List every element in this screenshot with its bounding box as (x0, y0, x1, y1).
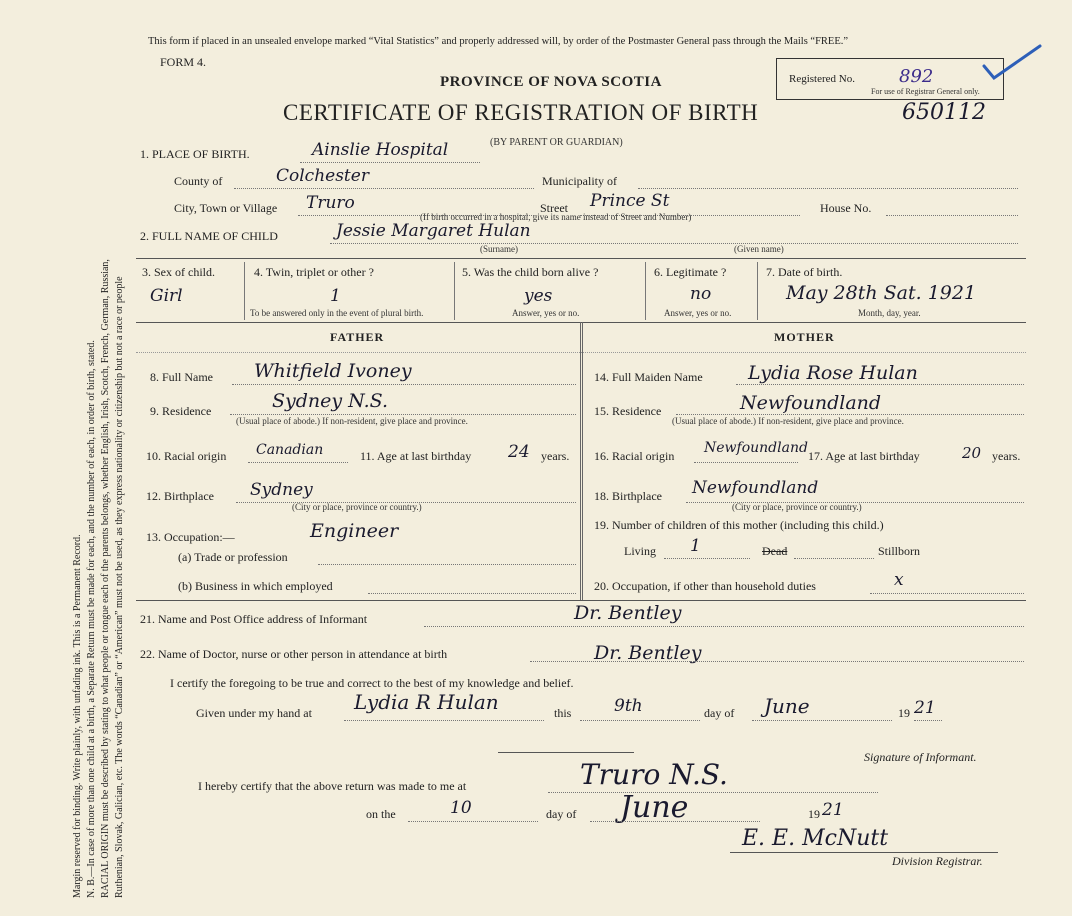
father-birthplace-note: (City or place, province or country.) (292, 502, 422, 512)
given-under-label: Given under my hand at (196, 706, 312, 720)
registered-value: 892 (899, 66, 934, 87)
living-value: 1 (690, 536, 701, 556)
day-value: 9th (614, 696, 643, 716)
form-number: FORM 4. (160, 55, 207, 69)
dead-label: Dead (762, 544, 788, 558)
informant-label: 21. Name and Post Office address of Informant (140, 612, 368, 626)
child-name-value: Jessie Margaret Hulan (336, 221, 531, 241)
alive-value: yes (524, 286, 553, 306)
day-of-label-2: day of (546, 807, 577, 821)
county-value: Colchester (276, 166, 369, 186)
doctor-label: 22. Name of Doctor, nurse or other person in attendance at birth (140, 647, 448, 661)
mother-birthplace-label: 18. Birthplace (594, 489, 662, 503)
certificate-number: 650112 (902, 100, 986, 125)
margin-line-1: Margin reserved for binding. Write plainly, with unfading ink. This is a Permanent Record. (72, 534, 83, 898)
child-name-label: 2. FULL NAME OF CHILD (140, 229, 278, 243)
informant-signature-label: Signature of Informant. (864, 750, 977, 764)
twin-value: 1 (330, 286, 341, 306)
father-age-label: 11. Age at last birthday (360, 449, 472, 463)
mother-occupation-value: x (894, 570, 904, 590)
father-occupation-label: 13. Occupation:— (146, 530, 235, 544)
father-heading: FATHER (330, 330, 385, 344)
checkmark-icon (980, 42, 1044, 84)
page-title: CERTIFICATE OF REGISTRATION OF BIRTH (283, 100, 759, 125)
informant-signature: Lydia R Hulan (354, 690, 499, 714)
mother-residence-value: Newfoundland (740, 392, 882, 414)
birth-date-value: May 28th Sat. 1921 (786, 282, 977, 304)
certify-text: I certify the foregoing to be true and correct to the best of my knowledge and belief. (170, 676, 574, 690)
mother-age-label: 17. Age at last birthday (808, 449, 920, 463)
business-label: (b) Business in which employed (178, 579, 333, 593)
hereby-certify-text: I hereby certify that the above return was made to me at (198, 779, 467, 793)
on-the-label: on the (366, 807, 396, 821)
margin-line-2: N. B.—In case of more than one child at a birth, a Separate Return must be made for each, and the number of each, in order of birth, stated. (86, 340, 97, 898)
province-heading: PROVINCE OF NOVA SCOTIA (440, 74, 662, 90)
margin-line-3: RACIAL ORIGIN must be described by stating to what people or tongue each of the parents belongs, whether English, Irish, Scotch, French, German, Russian, (100, 259, 111, 898)
division-registrar-label: Division Registrar. (892, 854, 983, 868)
informant-value: Dr. Bentley (574, 602, 682, 624)
mother-name-value: Lydia Rose Hulan (748, 362, 918, 384)
street-value: Prince St (590, 191, 670, 211)
street-label: Street (540, 201, 568, 215)
given-name-note: (Given name) (734, 244, 784, 254)
place-of-birth-label: 1. PLACE OF BIRTH. (140, 147, 250, 161)
father-race-value: Canadian (256, 442, 324, 458)
twin-label: 4. Twin, triplet or other ? (254, 265, 374, 279)
father-race-label: 10. Racial origin (146, 449, 227, 463)
mother-birthplace-value: Newfoundland (692, 478, 819, 498)
legitimate-label: 6. Legitimate ? (654, 265, 727, 279)
registration-month-value: June (620, 790, 689, 825)
living-label: Living (624, 544, 656, 558)
twin-note: To be answered only in the event of plural birth. (250, 308, 424, 318)
registration-day-value: 10 (450, 798, 472, 818)
mother-occupation-label: 20. Occupation, if other than household duties (594, 579, 816, 593)
city-town-label: City, Town or Village (174, 201, 278, 215)
mother-race-label: 16. Racial origin (594, 449, 675, 463)
registrar-signature: E. E. McNutt (742, 826, 889, 851)
father-residence-value: Sydney N.S. (272, 390, 388, 412)
mother-race-value: Newfoundland (704, 440, 808, 456)
father-residence-note: (Usual place of abode.) If non-resident, give place and province. (236, 416, 468, 426)
mail-notice: This form if placed in an unsealed envelope marked “Vital Statistics” and properly addressed will, by order of the Postmaster General pass through the Mails “FREE.” (148, 36, 849, 47)
place-of-birth-value: Ainslie Hospital (312, 140, 449, 160)
month-value: June (764, 694, 810, 718)
registered-box (776, 58, 1004, 100)
legitimate-note: Answer, yes or no. (664, 308, 732, 318)
legitimate-value: no (690, 284, 712, 304)
city-value: Truro (306, 193, 355, 213)
municipality-label: Municipality of (542, 174, 617, 188)
sex-label: 3. Sex of child. (142, 265, 215, 279)
hospital-note: (If birth occurred in a hospital, give its name instead of Street and Number) (420, 212, 692, 222)
father-birthplace-value: Sydney (250, 480, 313, 500)
father-name-label: 8. Full Name (150, 370, 213, 384)
mother-age-unit: years. (992, 449, 1021, 463)
county-label: County of (174, 174, 223, 188)
margin-instructions (72, 18, 132, 898)
birth-date-label: 7. Date of birth. (766, 265, 843, 279)
father-occupation-value: Engineer (310, 520, 399, 542)
father-residence-label: 9. Residence (150, 404, 212, 418)
sex-value: Girl (150, 286, 183, 306)
year-prefix: 19 (898, 706, 910, 720)
mother-birthplace-note: (City or place, province or country.) (732, 502, 862, 512)
mother-name-label: 14. Full Maiden Name (594, 370, 703, 384)
mother-heading: MOTHER (774, 330, 835, 344)
alive-note: Answer, yes or no. (512, 308, 580, 318)
alive-label: 5. Was the child born alive ? (462, 265, 599, 279)
trade-label: (a) Trade or profession (178, 550, 288, 564)
mother-residence-note: (Usual place of abode.) If non-resident, give place and province. (672, 416, 904, 426)
registration-place-value: Truro N.S. (580, 758, 728, 791)
this-label: this (554, 706, 572, 720)
mother-residence-label: 15. Residence (594, 404, 662, 418)
registered-note: For use of Registrar General only. (871, 87, 980, 96)
birth-date-note: Month, day, year. (858, 308, 921, 318)
page-subtitle: (BY PARENT OR GUARDIAN) (490, 137, 623, 148)
day-of-label: day of (704, 706, 735, 720)
father-name-value: Whitfield Ivoney (254, 360, 412, 382)
surname-note: (Surname) (480, 244, 518, 254)
house-no-label: House No. (820, 201, 872, 215)
year-value: 21 (914, 698, 936, 718)
children-count-label: 19. Number of children of this mother (including this child.) (594, 518, 884, 532)
registered-label: Registered No. (789, 73, 855, 85)
doctor-value: Dr. Bentley (594, 642, 702, 664)
margin-line-4: Ruthenian, Slovak, Galician, etc. The words “Canadian” or “American” must not be used, as they express nationality or citizenship but not a race or people (114, 276, 125, 898)
year2-prefix: 19 (808, 807, 820, 821)
father-birthplace-label: 12. Birthplace (146, 489, 214, 503)
father-age-unit: years. (541, 449, 570, 463)
father-age-value: 24 (508, 442, 530, 462)
year2-value: 21 (822, 800, 844, 820)
mother-age-value: 20 (962, 444, 982, 462)
stillborn-label: Stillborn (878, 544, 921, 558)
